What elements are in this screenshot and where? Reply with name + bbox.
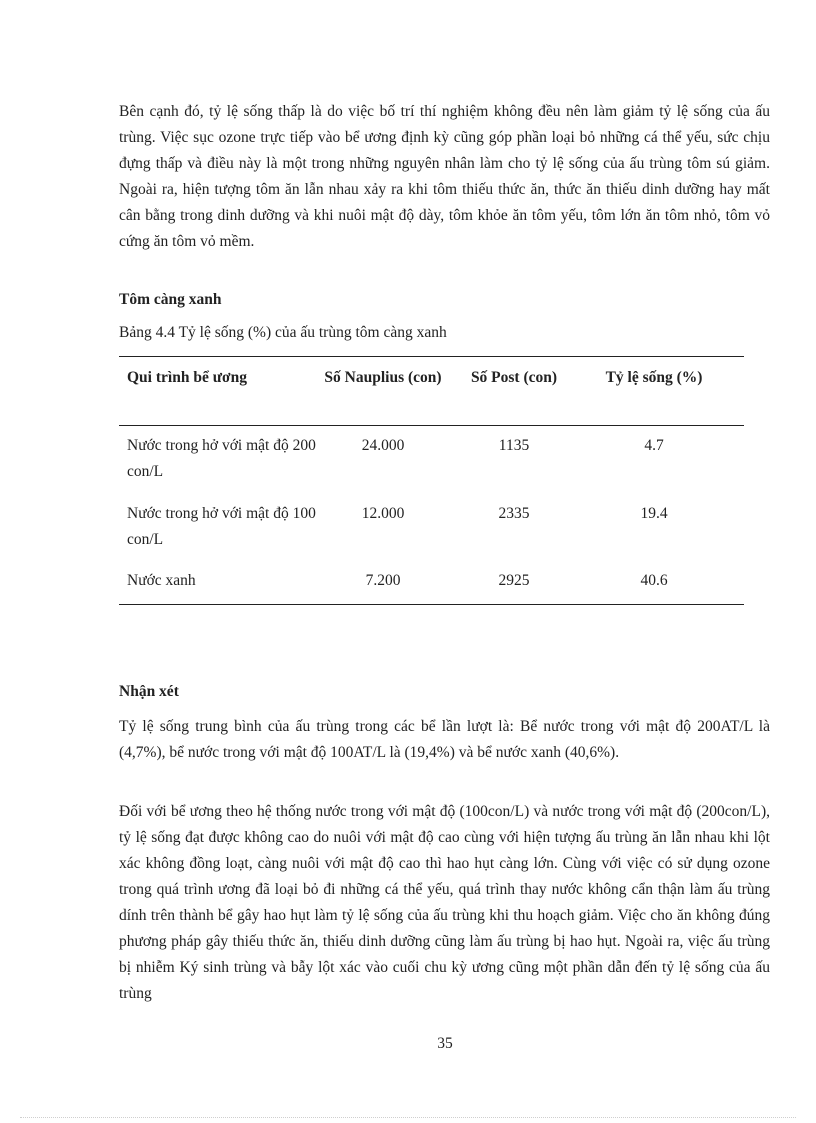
intro-paragraph: Bên cạnh đó, tỷ lệ sống thấp là do việc bố trí thí nghiệm không đều nên làm giảm tỷ lệ sống của ấu trùng. Việc sục ozone trực tiếp vào bể ương định kỳ cũng góp phần loại bỏ những cá thể yếu, sức chịu đựng thấp và điều này là một trong những nguyên nhân làm cho tỷ lệ sống của ấu trùng tôm sú giảm. Ngoài ra, hiện tượng tôm ăn lẫn nhau xảy ra khi tôm thiếu thức ăn, thức ăn thiếu dinh dưỡng hay mất cân bằng trong dinh dưỡng và khi nuôi mật độ dày, tôm khỏe ăn tôm yếu, tôm lớn ăn tôm nhỏ, tôm vỏ cứng ăn tôm vỏ mềm. (119, 103, 770, 250)
comment-heading: Nhận xét (119, 683, 179, 700)
table-bottom-rule (119, 604, 744, 605)
row-3-process: Nước xanh (127, 572, 196, 589)
row-1-survival: 4.7 (644, 437, 664, 454)
row-3-survival: 40.6 (640, 572, 668, 589)
page-number: 35 (437, 1035, 453, 1052)
table-top-rule (119, 356, 744, 357)
row-2-nauplius: 12.000 (361, 505, 405, 522)
page-bottom-divider (20, 1117, 796, 1118)
row-3-post: 2925 (498, 572, 530, 589)
survival-table (119, 356, 744, 605)
row-2-post: 2335 (498, 505, 530, 522)
row-1-post: 1135 (498, 437, 530, 454)
table-header-rule (119, 425, 744, 426)
header-post: Số Post (con) (470, 369, 558, 386)
row-2-process: Nước trong hở với mật độ 100 con/L (127, 505, 316, 548)
row-3-nauplius: 7.200 (365, 572, 401, 589)
comment-paragraph-1: Tỷ lệ sống trung bình của ấu trùng trong các bể lần lượt là: Bể nước trong với mật độ 200AT/L là (4,7%), bể nước trong với mật độ 100AT/L là (19,4%) và bể nước xanh (40,6%). (119, 718, 770, 761)
row-1-nauplius: 24.000 (361, 437, 405, 454)
header-survival: Tỷ lệ sống (%) (605, 369, 703, 386)
table-caption: Bảng 4.4 Tỷ lệ sống (%) của ấu trùng tôm càng xanh (119, 324, 447, 341)
row-2-survival: 19.4 (640, 505, 668, 522)
header-nauplius: Số Nauplius (con) (324, 369, 442, 386)
section-heading: Tôm càng xanh (119, 291, 222, 308)
row-1-process: Nước trong hở với mật độ 200 con/L (127, 437, 316, 480)
comment-paragraph-2: Đối với bể ương theo hệ thống nước trong với mật độ (100con/L) và nước trong với mật độ (200con/L), tỷ lệ sống đạt được không cao do nuôi với mật độ cao cùng với hiện tượng ấu trùng ăn lẫn nhau khi lột xác không đồng loạt, càng nuôi với mật độ cao thì hao hụt càng lớn. Cùng với việc có sử dụng ozone trong quá trình ương đã loại bỏ đi những cá thể yếu, quá trình thay nước không cẩn thận làm ấu trùng dính trên thành bể gây hao hụt làm tỷ lệ sống của ấu trùng khi thu hoạch giảm. Việc cho ăn không đúng phương pháp gây thiếu thức ăn, thiếu dinh dưỡng cũng làm ấu trùng bị hao hụt. Ngoài ra, việc ấu trùng bị nhiễm Ký sinh trùng và bẫy lột xác vào cuối chu kỳ ương cũng một phần dẫn đến tỷ lệ sống của ấu trùng (119, 803, 770, 1002)
header-process: Qui trình bể ương (127, 369, 247, 386)
